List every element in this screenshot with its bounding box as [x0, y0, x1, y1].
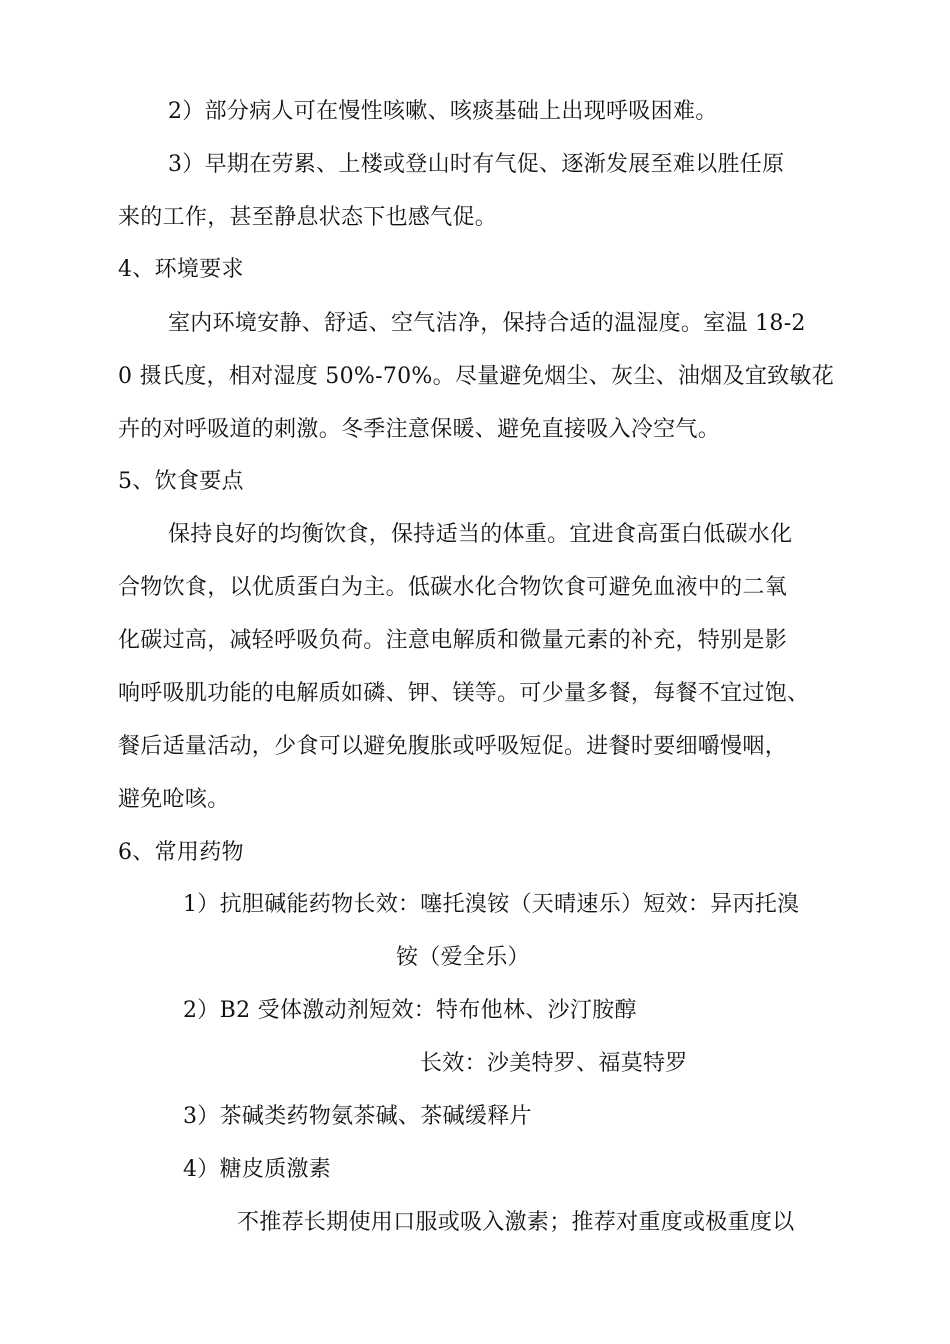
text-line: 卉的对呼吸道的刺激。冬季注意保暖、避免直接吸入冷空气。: [118, 417, 721, 442]
section-heading: 4、环境要求: [118, 257, 244, 282]
text-line: 长效：沙美特罗、福莫特罗: [420, 1051, 688, 1076]
text-line: 1）抗胆碱能药物长效：噻托溴铵（天晴速乐）短效：异丙托溴: [183, 892, 800, 917]
text-line: 0 摄氏度，相对湿度 50%-70%。尽量避免烟尘、灰尘、油烟及宜致敏花: [118, 364, 835, 389]
text-line: 保持良好的均衡饮食，保持适当的体重。宜进食高蛋白低碳水化: [168, 522, 793, 547]
text-line: 化碳过高，减轻呼吸负荷。注意电解质和微量元素的补充，特别是影: [118, 628, 788, 653]
section-heading: 6、常用药物: [118, 840, 244, 865]
text-line: 3）茶碱类药物氨茶碱、茶碱缓释片: [183, 1104, 532, 1129]
text-line: 3）早期在劳累、上楼或登山时有气促、逐渐发展至难以胜任原: [168, 152, 785, 177]
text-line: 铵（爱全乐）: [396, 945, 530, 970]
section-heading: 5、饮食要点: [118, 469, 244, 494]
text-line: 餐后适量活动，少食可以避免腹胀或呼吸短促。进餐时要细嚼慢咽，: [118, 734, 788, 759]
text-line: 响呼吸肌功能的电解质如磷、钾、镁等。可少量多餐，每餐不宜过饱、: [118, 681, 810, 706]
text-line: 合物饮食，以优质蛋白为主。低碳水化合物饮食可避免血液中的二氧: [118, 575, 788, 600]
text-line: 不推荐长期使用口服或吸入激素；推荐对重度或极重度以: [237, 1210, 795, 1235]
text-line: 来的工作，甚至静息状态下也感气促。: [118, 205, 498, 230]
text-line: 室内环境安静、舒适、空气洁净，保持合适的温湿度。室温 18-2: [168, 311, 806, 336]
text-line: 避免呛咳。: [118, 787, 230, 812]
text-line: 2）部分病人可在慢性咳嗽、咳痰基础上出现呼吸困难。: [168, 99, 718, 124]
text-line: 4）糖皮质激素: [183, 1157, 332, 1182]
text-line: 2）B2 受体激动剂短效：特布他林、沙汀胺醇: [183, 998, 637, 1023]
